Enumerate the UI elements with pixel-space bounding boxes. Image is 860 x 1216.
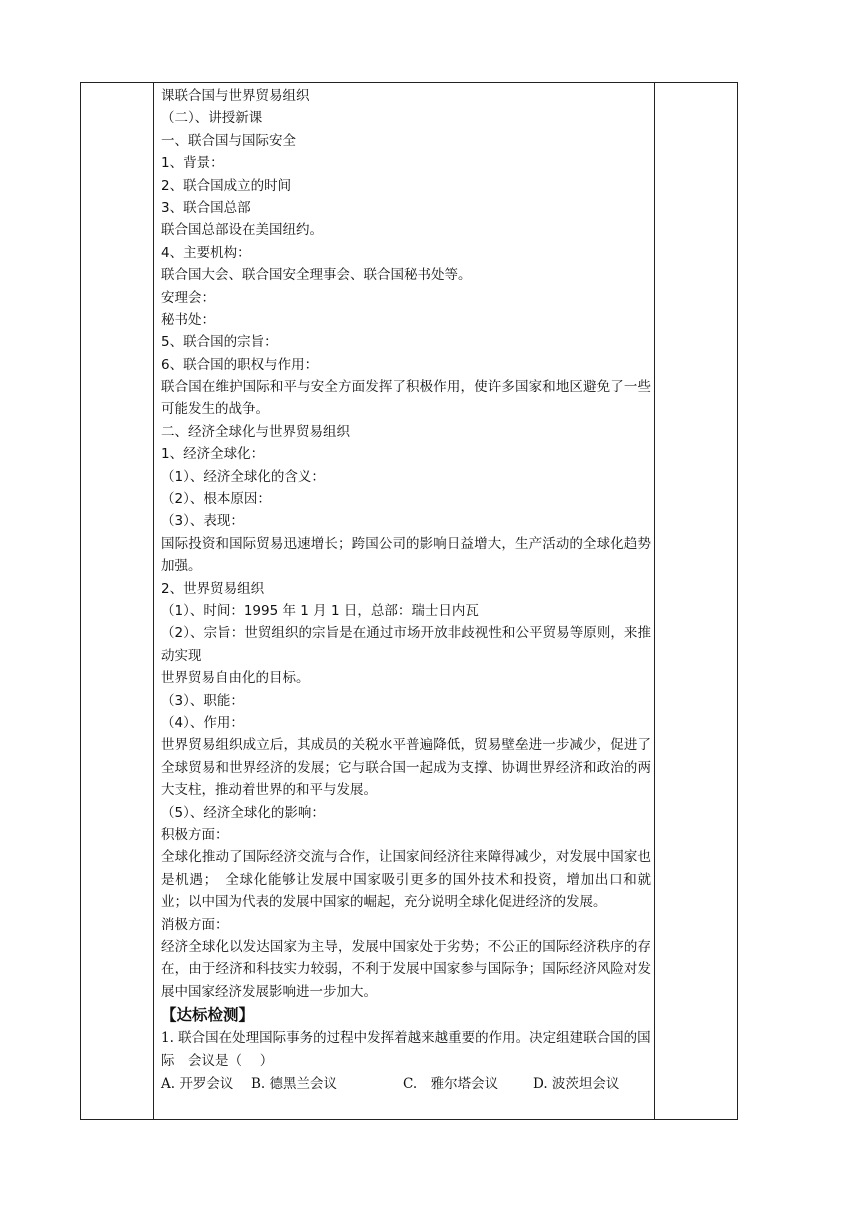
text-line: 4、主要机构： bbox=[161, 244, 251, 261]
paragraph: 经济全球化以发达国家为主导，发展中国家处于劣势；不公正的国际经济秩序的存在，由于经济和科技实力较弱，不利于发展中国家参与国际争；国际经济风险对发展中国家经济发展影响进一步加大。 bbox=[161, 939, 651, 1000]
paragraph: 联合国在维护国际和平与安全方面发挥了积极作用，使许多国家和地区避免了一些可能发生的战争。 bbox=[161, 379, 651, 418]
table-column-divider-right bbox=[654, 82, 655, 1120]
text-line: （4）、作用： bbox=[161, 715, 244, 732]
text-line: 1、背景： bbox=[161, 155, 224, 172]
section-heading: 一、联合国与国际安全 bbox=[161, 132, 296, 149]
table-column-divider-left bbox=[153, 82, 154, 1120]
text-line: 6、联合国的职权与作用： bbox=[161, 356, 319, 373]
question-options bbox=[161, 1073, 651, 1096]
lesson-title-line: 课联合国与世界贸易组织 bbox=[161, 88, 310, 104]
text-line: 联合国总部设在美国纽约。 bbox=[161, 222, 323, 239]
paragraph: 世界贸易组织成立后，其成员的关税水平普遍降低，贸易壁垒进一步减少，促进了全球贸易和世界经济的发展；它与联合国一起成为支撑、协调世界经济和政治的两大支柱，推动着世界的和平与发展。 bbox=[161, 737, 651, 799]
section-label: （二）、讲授新课 bbox=[161, 110, 263, 127]
paragraph: 全球化推动了国际经济交流与合作，让国家间经济往来障得减少，对发展中国家也是机遇； 全球化能够让发展中国家吸引更多的国外技术和投资，增加出口和就业；以中国为代表的发展中国家的崛起，充分说明全球化促进经济的发展。 bbox=[161, 849, 651, 911]
text-line: 2、世界贸易组织 bbox=[161, 580, 265, 597]
lesson-content-cell bbox=[161, 85, 651, 1096]
text-line: （3）、职能： bbox=[161, 692, 244, 709]
text-line: 3、联合国总部 bbox=[161, 199, 251, 216]
option-c: C. 雅尔塔会议 bbox=[403, 1076, 499, 1093]
paragraph: 国际投资和国际贸易迅速增长；跨国公司的影响日益增大，生产活动的全球化趋势加强。 bbox=[161, 535, 651, 575]
option-d: D. 波茨坦会议 bbox=[533, 1076, 620, 1093]
text-line: 5、联合国的宗旨： bbox=[161, 334, 278, 351]
option-b: B. 德黑兰会议 bbox=[251, 1076, 338, 1093]
question-stem: 1. 联合国在处理国际事务的过程中发挥着越来越重要的作用。决定组建联合国的国际 会议是（ ） bbox=[161, 1030, 651, 1070]
text-line: 消极方面： bbox=[161, 916, 229, 933]
text-line: 积极方面： bbox=[161, 827, 229, 844]
check-heading: 【达标检测】 bbox=[161, 1006, 255, 1025]
text-line: 2、联合国成立的时间 bbox=[161, 177, 292, 194]
text-line: 1、经济全球化： bbox=[161, 446, 265, 463]
text-line: 联合国大会、联合国安全理事会、联合国秘书处等。 bbox=[161, 267, 472, 284]
text-line: 安理会： bbox=[161, 289, 215, 306]
text-line: （1）、经济全球化的含义： bbox=[161, 468, 325, 485]
text-line: 世界贸易自由化的目标。 bbox=[161, 670, 310, 687]
text-line: （2）、根本原因： bbox=[161, 491, 271, 508]
text-line: 秘书处： bbox=[161, 311, 215, 328]
option-a: A. 开罗会议 bbox=[161, 1076, 234, 1093]
text-line: （1）、时间：1995 年 1 月 1 日，总部：瑞士日内瓦 bbox=[161, 603, 479, 620]
section-heading: 二、经济全球化与世界贸易组织 bbox=[161, 423, 350, 440]
text-line: （5）、经济全球化的影响： bbox=[161, 804, 325, 821]
text-line: （3）、表现： bbox=[161, 513, 244, 530]
paragraph: （2）、宗旨：世贸组织的宗旨是在通过市场开放非歧视性和公平贸易等原则，来推动实现 bbox=[161, 625, 651, 664]
